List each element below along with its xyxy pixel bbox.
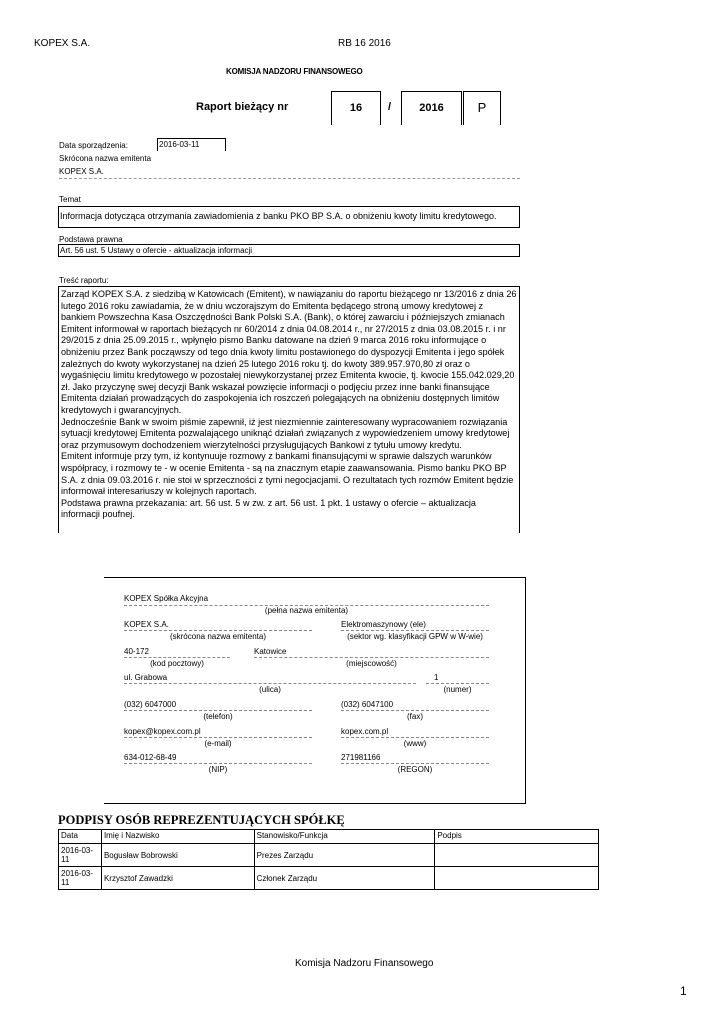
issuer-street: ul. Grabowa <box>124 673 168 682</box>
row-signature <box>435 867 599 890</box>
issuer-postal-line <box>124 657 230 658</box>
issuer-box <box>104 577 526 804</box>
header-report-ref: RB 16 2016 <box>338 38 391 49</box>
report-type: P <box>477 100 487 115</box>
header-company: KOPEX S.A. <box>34 38 91 49</box>
date-value: 2016-03-11 <box>157 138 226 151</box>
issuer-number: 1 <box>434 673 439 682</box>
content-paragraph: Emitent informuje przy tym, iż kontynuuje rozmowy z bankami finansującymi w sprawie dalszych warunków współpracy, i rozmowy te - w ocenie Emitenta - są na znacznym etapie zaawansowania. Pismo banku PKO BP S.A. z dnia 09.03.2016 r. nie stoi w sprzeczności z tymi negocjacjami. O rezultatach tych rozmów Emitent będzie informował interesariuszy w kolejnych raportach. <box>61 451 514 497</box>
issuer-email-caption: (e-mail) <box>204 739 232 748</box>
issuer-nip-caption: (NIP) <box>208 765 228 774</box>
report-content <box>58 287 520 533</box>
signatures-table <box>58 829 599 890</box>
issuer-www-caption: (www) <box>403 739 427 748</box>
issuer-street-caption: (ulica) <box>259 685 281 694</box>
header-signature: Podpis <box>435 830 599 844</box>
issuer-fax-caption: (fax) <box>407 712 423 721</box>
table-row <box>59 844 599 867</box>
meta-divider <box>59 178 520 179</box>
page-number: 1 <box>680 984 687 998</box>
report-number-box <box>331 91 381 125</box>
row-position: Członek Zarządu <box>254 867 435 890</box>
issuer-sector-caption: (sektor wg. klasyfikacji GPW w W-wie) <box>347 632 483 641</box>
report-label: Raport bieżący nr <box>196 101 289 113</box>
short-name-label: Skrócona nazwa emitenta <box>59 154 152 163</box>
row-date: 2016-03-11 <box>59 867 102 890</box>
issuer-postal-caption: (kod pocztowy) <box>150 659 204 668</box>
issuer-number-caption: (numer) <box>443 685 472 694</box>
report-type-box <box>463 91 501 125</box>
row-name: Bogusław Bobrowski <box>101 844 254 867</box>
issuer-short-name-line <box>124 630 312 631</box>
issuer-sector: Elektromaszynowy (ele) <box>341 620 426 629</box>
issuer-fax: (032) 6047100 <box>341 700 394 709</box>
short-name-value: KOPEX S.A. <box>59 167 104 176</box>
header-position: Stanowisko/Funkcja <box>254 830 435 844</box>
subject-label: Temat <box>59 195 81 204</box>
issuer-phone-caption: (telefon) <box>203 712 233 721</box>
issuer-email: kopex@kopex.com.pl <box>124 727 201 736</box>
content-paragraph: Jednocześnie Bank w swoim piśmie zapewnił, iż jest niezmiennie zainteresowany wypracowaniem rozwiązania sytuacji kredytowej Emitenta pozwalającego uniknąć działań związanych z wypowiedzeniem umowy kredytowej oraz przymusowym dochodzeniem wierzytelności przysługujących Bankowi z tytułu umowy kredytu. <box>61 416 510 450</box>
table-row <box>59 867 599 890</box>
row-signature <box>435 844 599 867</box>
signatures-title: PODPISY OSÓB REPREZENTUJĄCYCH SPÓŁKĘ <box>58 813 345 827</box>
issuer-regon-caption: (REGON) <box>397 765 433 774</box>
row-date: 2016-03-11 <box>59 844 102 867</box>
issuer-short-name: KOPEX S.A. <box>124 620 169 629</box>
content-paragraph: Zarząd KOPEX S.A. z siedzibą w Katowicach (Emitent), w nawiązaniu do raportu bieżącego nr 13/2016 z dnia 26 lutego 2016 roku zawiadamia, że w dniu wczorajszym do Emitenta będącego stroną umowy kredytowej z bankiem Powszechna Kasa Oszczędności Bank Polski S.A. (Bank), o której zawarciu i późniejszych zmianach Emitent informował w raportach bieżących nr 60/2014 z dnia 04.08.2014 r., nr 27/2015 z dnia 03.08.2015 r. i nr 29/2015 z dnia 25.09.2015 r., wpłynęło pismo Banku datowane na dzień 9 marca 2016 roku informujące o obniżeniu przez Bank począwszy od tego dnia kwoty limitu postawionego do dyspozycji Emitenta i jego spółek zależnych do kwoty wykorzystanej na dzień 25 lutego 2016 roku tj. do kwoty 389.957.970,80 zł oraz o wygaśnięciu limitu kredytowego w pozostałej niewykorzystanej przez Emitenta kwocie, tj. kwocie 155.042.029,20 zł. Jako przyczynę swej decyzji Bank wskazał powzięcie informacji o podjęciu przez inne banki finansujące Emitenta działań prowadzących do zaspokojenia ich roszczeń polegających na obniżeniu dostępnych limitów kredytowych i gwarancyjnych. <box>61 289 517 415</box>
issuer-phone-line <box>124 710 312 711</box>
issuer-regon-line <box>341 763 489 764</box>
issuer-regon: 271981166 <box>341 753 381 762</box>
header-date: Data <box>59 830 102 844</box>
row-name: Krzysztof Zawadzki <box>101 867 254 890</box>
issuer-short-name-caption: (skrócona nazwa emitenta) <box>169 632 267 641</box>
legal-basis-value: Art. 56 ust. 5 Ustawy o ofercie - aktualizacja informacji <box>58 244 520 257</box>
issuer-phone: (032) 6047000 <box>124 700 177 709</box>
issuer-sector-line <box>341 630 489 631</box>
issuer-nip: 634-012-68-49 <box>124 753 177 762</box>
row-position: Prezes Zarządu <box>254 844 435 867</box>
report-slash: / <box>388 101 392 113</box>
issuer-city-line <box>254 657 489 658</box>
issuer-full-name: KOPEX Spółka Akcyjna <box>124 594 209 603</box>
issuer-full-name-caption: (pełna nazwa emitenta) <box>264 606 349 615</box>
issuer-www-line <box>341 737 489 738</box>
authority-title: KOMISJA NADZORU FINANSOWEGO <box>226 67 363 76</box>
issuer-number-line <box>426 683 489 684</box>
content-paragraph: Podstawa prawna przekazania: art. 56 ust. 5 w zw. z art. 56 ust. 1 pkt. 1 ustawy o ofercie – aktualizacja informacji poufnej. <box>61 497 476 520</box>
issuer-postal: 40-172 <box>124 647 149 656</box>
issuer-city: Katowice <box>254 647 287 656</box>
subject-value: Informacja dotycząca otrzymania zawiadomienia z banku PKO BP S.A. o obniżeniu kwoty limitu kredytowego. <box>58 206 520 228</box>
table-header-row <box>59 830 599 844</box>
issuer-nip-line <box>124 763 312 764</box>
issuer-street-line <box>124 683 416 684</box>
issuer-email-line <box>124 737 312 738</box>
footer-authority: Komisja Nadzoru Finansowego <box>295 958 434 969</box>
legal-basis-label: Podstawa prawna <box>59 235 123 244</box>
report-year: 2016 <box>419 102 444 114</box>
issuer-www: kopex.com.pl <box>341 727 389 736</box>
header-name: Imię i Nazwisko <box>101 830 254 844</box>
report-year-box <box>401 91 462 125</box>
report-number: 16 <box>349 102 363 114</box>
issuer-fax-line <box>341 710 489 711</box>
issuer-city-caption: (miejscowość) <box>346 659 397 668</box>
content-label: Treść raportu: <box>59 276 109 285</box>
date-label: Data sporządzenia: <box>59 141 128 150</box>
